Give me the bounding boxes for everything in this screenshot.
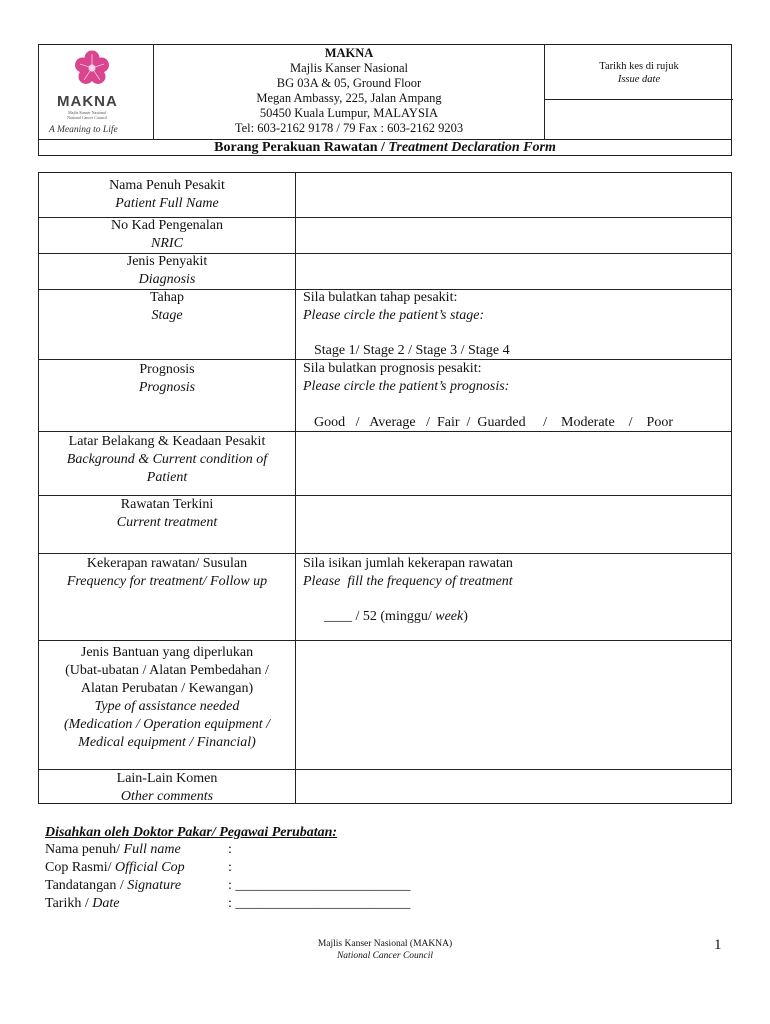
org-full-name: Majlis Kanser Nasional [289,61,409,75]
declaration-form-table [38,172,732,804]
patient-name-label: Nama Penuh Pesakit Patient Full Name [109,178,225,211]
address-line-3: 50450 Kuala Lumpur, MALAYSIA [259,106,439,120]
assistance-field[interactable] [296,641,732,769]
signature-field[interactable]: : _________________________ [228,878,411,893]
contact-line: Tel: 603-2162 9178 / 79 Fax : 603-2162 9203 [234,121,464,135]
prognosis-label: Prognosis Prognosis [138,362,196,395]
logo-wordmark: MAKNA [57,93,118,110]
patient-name-field[interactable] [296,173,732,217]
logo-cell [39,45,154,139]
current-treatment-label: Rawatan Terkini Current treatment [116,497,218,530]
assistance-label: Jenis Bantuan yang diperlukan (Ubat-ubatan / Alatan Pembedahan / Alatan Perubatan / Kewangan) Type of assistance needed (Medication / Operation equipment / Medical equipment / Financial) [63,645,271,750]
prognosis-instruction-en: Please circle the patient’s prognosis: [303,379,510,394]
signature-label: Tandatangan / Signature [45,878,182,893]
issue-date-label: Tarikh kes di rujuk Issue date [545,45,733,100]
page-footer: Majlis Kanser Nasional (MAKNA) National Cancer Council [317,939,453,961]
frequency-instruction-en: Please fill the frequency of treatment [303,574,513,589]
address-line-1: BG 03A & 05, Ground Floor [276,76,422,90]
prognosis-options[interactable]: Good / Average / Fair / Guarded / Moderate / Poor [314,415,674,430]
issue-date-cell [544,45,733,139]
diagnosis-field[interactable] [296,254,732,289]
other-comments-label: Lain-Lain Komen Other comments [116,771,218,804]
stage-instruction-ms: Sila bulatkan tahap pesakit: [303,290,458,305]
doctor-name-label: Nama penuh/ Full name [45,842,181,857]
frequency-weeks-field[interactable]: ____ / 52 (minggu/ week) [324,609,468,624]
doctor-name-field[interactable]: : [228,842,232,857]
date-field[interactable]: : _________________________ [228,896,411,911]
address-line-2: Megan Ambassy, 225, Jalan Ampang [256,91,442,105]
makna-flower-icon [73,49,111,87]
nric-field[interactable] [296,218,732,253]
org-address-block [154,45,544,139]
background-label: Latar Belakang & Keadaan Pesakit Background & Current condition of Patient [66,434,268,485]
nric-label: No Kad Pengenalan NRIC [111,218,223,251]
header-table [38,44,732,156]
frequency-label: Kekerapan rawatan/ Susulan Frequency for treatment/ Follow up [66,556,268,589]
stage-label: Tahap Stage [149,290,184,323]
diagnosis-label: Jenis Penyakit Diagnosis [126,254,208,287]
logo-tagline: A Meaning to Life [49,125,118,135]
logo-subtitle: Majlis Kanser Nasional National Cancer Council [67,110,107,120]
frequency-instruction-ms: Sila isikan jumlah kekerapan rawatan [303,556,513,571]
form-title: Borang Perakuan Rawatan / Treatment Declaration Form [39,139,731,157]
org-acronym: MAKNA [324,46,374,60]
prognosis-instruction-ms: Sila bulatkan prognosis pesakit: [303,361,482,376]
verification-heading: Disahkan oleh Doktor Pakar/ Pegawai Perubatan: [45,825,338,840]
current-treatment-field[interactable] [296,496,732,553]
date-label: Tarikh / Date [45,896,120,911]
stage-instruction-en: Please circle the patient’s stage: [303,308,485,323]
stage-options[interactable]: Stage 1/ Stage 2 / Stage 3 / Stage 4 [314,343,510,358]
official-cop-field[interactable]: : [228,860,232,875]
page-number: 1 [714,937,722,953]
other-comments-field[interactable] [296,770,732,804]
background-field[interactable] [296,432,732,495]
official-cop-label: Cop Rasmi/ Official Cop [45,860,185,875]
